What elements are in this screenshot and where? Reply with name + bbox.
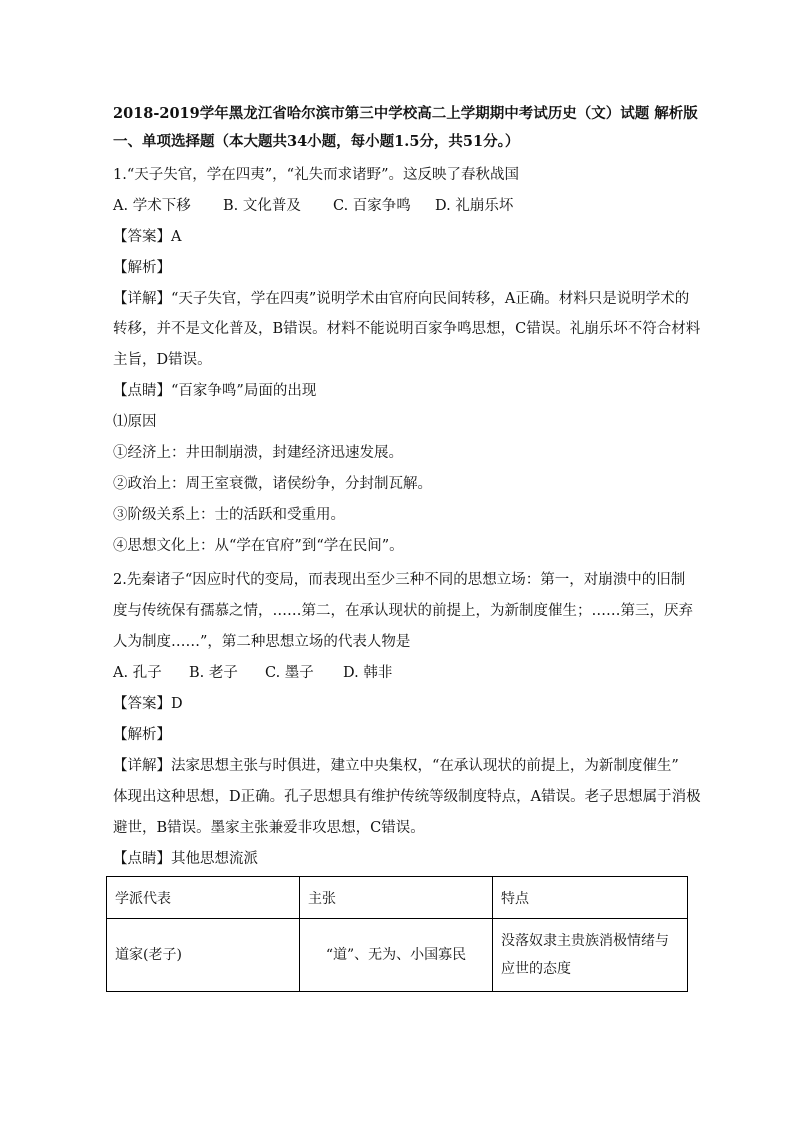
q2-stem-line-2: 度与传统保有孺慕之情，……第二，在承认现状的前提上，为新制度催生；……第三，厌弃 xyxy=(113,603,693,619)
table-cell: “道”、无为、小国寡民 xyxy=(300,919,493,992)
q2-analysis-label: 【解析】 xyxy=(113,727,171,743)
q1-point-heading: 【点睛】“百家争鸣”局面的出现 xyxy=(113,383,317,399)
table-header-cell: 主张 xyxy=(300,877,493,919)
table-header-cell: 学派代表 xyxy=(107,877,300,919)
q1-stem: 1.“天子失官，学在四夷”，“礼失而求诸野”。这反映了春秋战国 xyxy=(113,167,519,183)
q2-option-c: C. 墨子 xyxy=(265,665,314,681)
q1-detail-line-1: 【详解】“天子失官，学在四夷”说明学术由官府向民间转移，A正确。材料只是说明学术的 xyxy=(113,291,690,307)
q1-cause-heading: ⑴原因 xyxy=(113,414,157,430)
q1-cause-culture: ④思想文化上：从“学在官府”到“学在民间”。 xyxy=(113,538,404,554)
q2-answer: 【答案】D xyxy=(113,696,183,712)
q2-stem-line-1: 2.先秦诸子“因应时代的变局，而表现出至少三种不同的思想立场：第一，对崩溃中的旧制 xyxy=(113,572,686,588)
table-cell: 道家(老子) xyxy=(107,919,300,992)
q2-option-a: A. 孔子 xyxy=(113,665,162,681)
table-header-row xyxy=(107,877,688,919)
section-heading: 一、单项选择题（本大题共34小题，每小题1.5分，共51分。） xyxy=(113,133,520,150)
q1-option-d: D. 礼崩乐坏 xyxy=(435,198,514,214)
q2-detail-line-1: 【详解】法家思想主张与时俱进，建立中央集权，“在承认现状的前提上，为新制度催生” xyxy=(113,758,679,774)
q1-detail-line-3: 主旨，D错误。 xyxy=(113,352,212,368)
q2-options xyxy=(113,663,392,683)
schools-table xyxy=(106,876,688,992)
q2-option-d: D. 韩非 xyxy=(343,665,393,681)
q1-option-a: A. 学术下移 xyxy=(113,198,191,214)
q1-answer: 【答案】A xyxy=(113,229,182,245)
q2-stem-line-3: 人为制度……”，第二种思想立场的代表人物是 xyxy=(113,634,411,650)
table-row xyxy=(107,919,688,992)
document-title: 2018-2019学年黑龙江省哈尔滨市第三中学校高二上学期期中考试历史（文）试题 解析版 xyxy=(113,105,698,122)
q1-option-b: B. 文化普及 xyxy=(223,198,301,214)
q1-options xyxy=(113,196,513,216)
q1-cause-politics: ②政治上：周王室衰微，诸侯纷争，分封制瓦解。 xyxy=(113,476,432,492)
q2-point-heading: 【点睛】其他思想流派 xyxy=(113,851,258,867)
q2-detail-line-2: 体现出这种思想，D正确。孔子思想具有维护传统等级制度特点，A错误。老子思想属于消极 xyxy=(113,789,701,805)
q2-detail-line-3: 避世，B错误。墨家主张兼爱非攻思想，C错误。 xyxy=(113,820,425,836)
q2-option-b: B. 老子 xyxy=(189,665,238,681)
table-cell: 没落奴隶主贵族消极情绪与应世的态度 xyxy=(493,919,688,992)
q1-cause-class: ③阶级关系上：士的活跃和受重用。 xyxy=(113,507,345,523)
q1-option-c: C. 百家争鸣 xyxy=(333,198,411,214)
q1-analysis-label: 【解析】 xyxy=(113,260,171,276)
table-header-cell: 特点 xyxy=(493,877,688,919)
q1-cause-economy: ①经济上：井田制崩溃，封建经济迅速发展。 xyxy=(113,445,403,461)
q1-detail-line-2: 转移，并不是文化普及，B错误。材料不能说明百家争鸣思想，C错误。礼崩乐坏不符合材料 xyxy=(113,321,701,337)
